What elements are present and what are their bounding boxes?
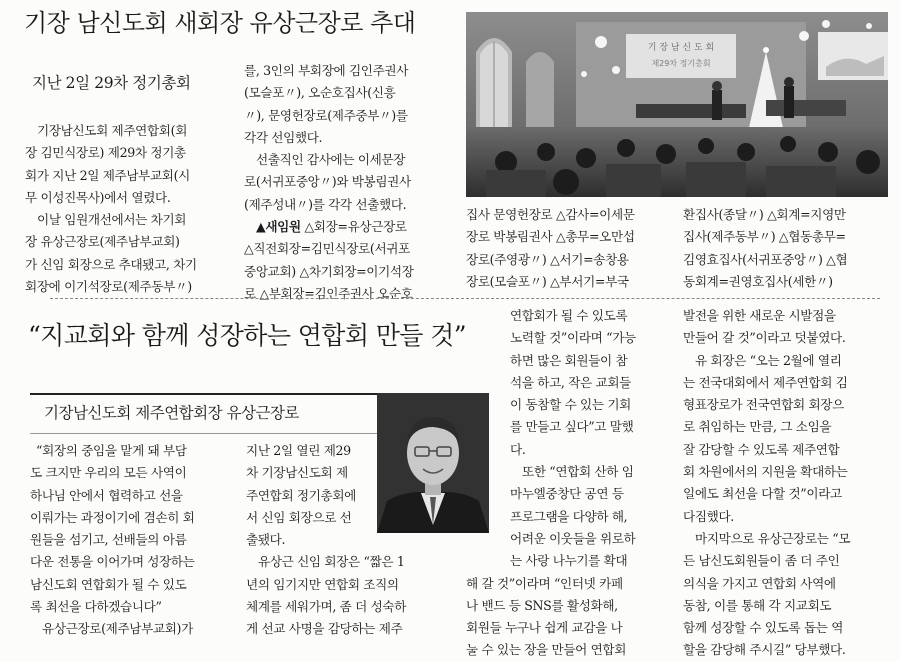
svg-text:기 장 남 신 도 회: 기 장 남 신 도 회 [647, 43, 715, 53]
article1-column-1 [25, 120, 235, 298]
text-line: 는 전국대회에서 제주연합회 김 [683, 374, 848, 390]
text-line: 발전을 위한 새로운 시발점을 [683, 308, 836, 323]
text-line: 다. [510, 441, 526, 457]
text-line: 석을 하고, 작은 교회들 [510, 374, 631, 390]
text-line: △직전회장=김민식장로(서귀포 [244, 241, 410, 257]
text-line: 회원들 누구나 쉽게 교감을 나 [466, 620, 623, 636]
text-line: 하면 많은 회원들이 참 [510, 352, 628, 368]
text-line: 각각 선임했다. [244, 129, 323, 145]
text-line: 김영효집사(서귀포중앙〃) △협 [683, 251, 848, 267]
text-line: 일에도 최선을 다할 것”이라고 [683, 486, 842, 502]
article2-column-2 [246, 440, 436, 641]
text-line: 해 갈 것”이라며 “인터넷 카페 [466, 575, 623, 591]
text-line: 든 남신도회원들이 좀 더 주인 [683, 553, 840, 569]
text-line: 프로그램을 다양하 해, [510, 508, 628, 524]
article2-headline: “지교회와 함께 성장하는 연합회 만들 것” [28, 321, 466, 350]
text-line: 유상근 신임 회장은 “짧은 1 [258, 554, 405, 570]
text-line: 기장남신도회 제주연합회(회 [37, 123, 188, 138]
text-line: 회가 지난 2일 제주남부교회(시 [25, 167, 190, 183]
text-line: 이 동참할 수 있는 기회 [510, 397, 631, 413]
text-line: 또한 “연합회 산하 임 [522, 464, 634, 480]
text-line: 함께 성장할 수 있도록 돕는 역 [683, 620, 844, 636]
article2-column-1 [30, 440, 234, 641]
text-line: (모슬포〃), 오순호집사(신흥 [244, 85, 396, 101]
text-line: 체계를 세워가며, 좀 더 성숙하 [246, 599, 407, 615]
text-line: 는 사랑 나누기를 확대 [510, 553, 628, 569]
article1-headline: 기장 남신도회 새회장 유상근장로 추대 [24, 9, 416, 37]
text-line: 나 밴드 등 SNS를 활성화해, [466, 597, 618, 613]
text-line: 이날 임원개선에서는 차기회 [37, 212, 187, 228]
photo-banner-text: 제29차 정기총회 [651, 59, 711, 68]
section-divider [50, 298, 880, 299]
meeting-hall-photo-art [466, 12, 888, 197]
article1-column-4 [683, 204, 888, 293]
text-line: 도 크지만 우리의 모든 사역이 [30, 465, 187, 481]
text-line: 선출직인 감사에는 이세문장 [256, 152, 406, 168]
text-line: 주연합회 정기총회에 [246, 487, 356, 503]
text-line: 를 만들고 싶다”고 말했 [510, 419, 634, 435]
text-line: 남신도회 연합회가 될 수 있도 [30, 576, 187, 592]
text-line: 장로 박봉림권사 △총무=오만섭 [466, 229, 635, 245]
article2-subhead: 기장남신도회 제주연합회장 유상근장로 [44, 404, 299, 422]
text-line: 집사(제주동부〃) △협동총무= [683, 229, 846, 245]
article2-column-3 [466, 305, 671, 662]
text-line: 다운 전통을 이어가며 성장하는 [30, 554, 195, 570]
article1-subhead: 지난 2일 29차 정기총회 [32, 74, 191, 92]
text-line: 장 김민식장로) 제29차 정기총 [25, 145, 186, 161]
text-line: 마누엘중창단 공연 등 [510, 486, 624, 502]
text-line: 연합회가 될 수 있도록 [510, 308, 628, 323]
text-line: 어려운 이웃들을 위로하 [510, 530, 636, 546]
text-line: 잘 감당할 수 있도록 제주연합 [683, 441, 840, 457]
text-line: 할을 감당해 주시길” 당부했다. [683, 642, 846, 658]
text-line: 회 차원에서의 지원을 확대하는 [683, 464, 848, 480]
officers-label: ▲새임원 [256, 219, 301, 235]
text-line: 를, 3인의 부회장에 김인주권사 [244, 63, 409, 78]
text-line: 지난 2일 열린 제29 [246, 443, 351, 458]
text-line: 출됐다. [246, 532, 286, 548]
text-line: 차 기장남신도회 제 [246, 465, 348, 481]
text-line: 만들어 갈 것”이라고 덧붙였다. [683, 330, 846, 346]
officers-line [244, 216, 450, 238]
text-line: 회장에 이기석장로(제주동부〃) [25, 279, 192, 295]
text-line: 눌 수 있는 장을 만들어 연합회 [466, 642, 627, 658]
text-line: 환집사(종달〃) △회계=지영만 [683, 207, 846, 222]
text-line: 로(서귀포중앙〃)와 박봉림권사 [244, 174, 411, 190]
text-line: 장 유상근장로(제주남부교회) [25, 234, 180, 250]
text-line: 록 최선을 다하겠습니다” [30, 599, 162, 615]
text-line: 무 이성진목사)에서 열렸다. [25, 189, 171, 205]
text-line: 동참, 이를 통해 각 지교회도 [683, 597, 832, 613]
text-line: 로 취임하는 만큼, 그 소임을 [683, 419, 832, 435]
text-line: 이뤄가는 과정이기에 겸손히 회 [30, 509, 195, 525]
text-line: 의식을 가지고 연합회 사역에 [683, 575, 836, 591]
text-line: 게 선교 사명을 감당하는 제주 [246, 621, 403, 637]
text-line: 유 회장은 “오는 2월에 열리 [695, 352, 842, 368]
article2-subhead-box [30, 393, 430, 434]
text-line: 〃), 문영헌장로(제주중부〃)를 [244, 107, 408, 123]
text-line: 장로(주영광〃) △서기=송창용 [466, 251, 629, 267]
article1-column-3 [466, 204, 671, 293]
text-line: 로 △부회장=김인주권사 오순호 [244, 285, 413, 301]
text-line: 동회계=권영호집사(세한〃) [683, 273, 833, 289]
text-line: 형표장로가 전국연합회 회장으 [683, 397, 844, 413]
text-line: 집사 문영헌장로 △감사=이세문 [466, 207, 635, 222]
text-line: 유상근장로(제주남부교회)가 [42, 621, 193, 637]
text-line: 노력할 것”이라며 “가능 [510, 330, 636, 346]
text-line: 서 신임 회장으로 선 [246, 509, 352, 525]
text-line: (제주성내〃)를 각각 선출했다. [244, 196, 407, 212]
text-line: △회장=유상근장로 [304, 219, 407, 235]
text-line: 년의 임기지만 연합회 조직의 [246, 576, 399, 592]
text-line: 마지막으로 유상근장로는 “모 [695, 530, 851, 546]
text-line: 원들을 섬기고, 선배들의 아름 [30, 532, 187, 548]
article1-column-2 [244, 60, 450, 305]
text-line: “회장의 중임을 맡게 돼 부담 [36, 443, 187, 458]
text-line: 장로(모슬포〃) △부서기=부국 [466, 273, 629, 289]
meeting-hall-photo [466, 12, 888, 197]
text-line: 다짐했다. [683, 508, 734, 524]
text-line: 하나님 안에서 협력하고 선을 [30, 487, 183, 503]
text-line: 중앙교회) △차기회장=이기석장 [244, 263, 414, 279]
text-line: 가 신임 회장으로 추대됐고, 차기 [25, 256, 197, 272]
article2-column-4 [683, 305, 888, 662]
